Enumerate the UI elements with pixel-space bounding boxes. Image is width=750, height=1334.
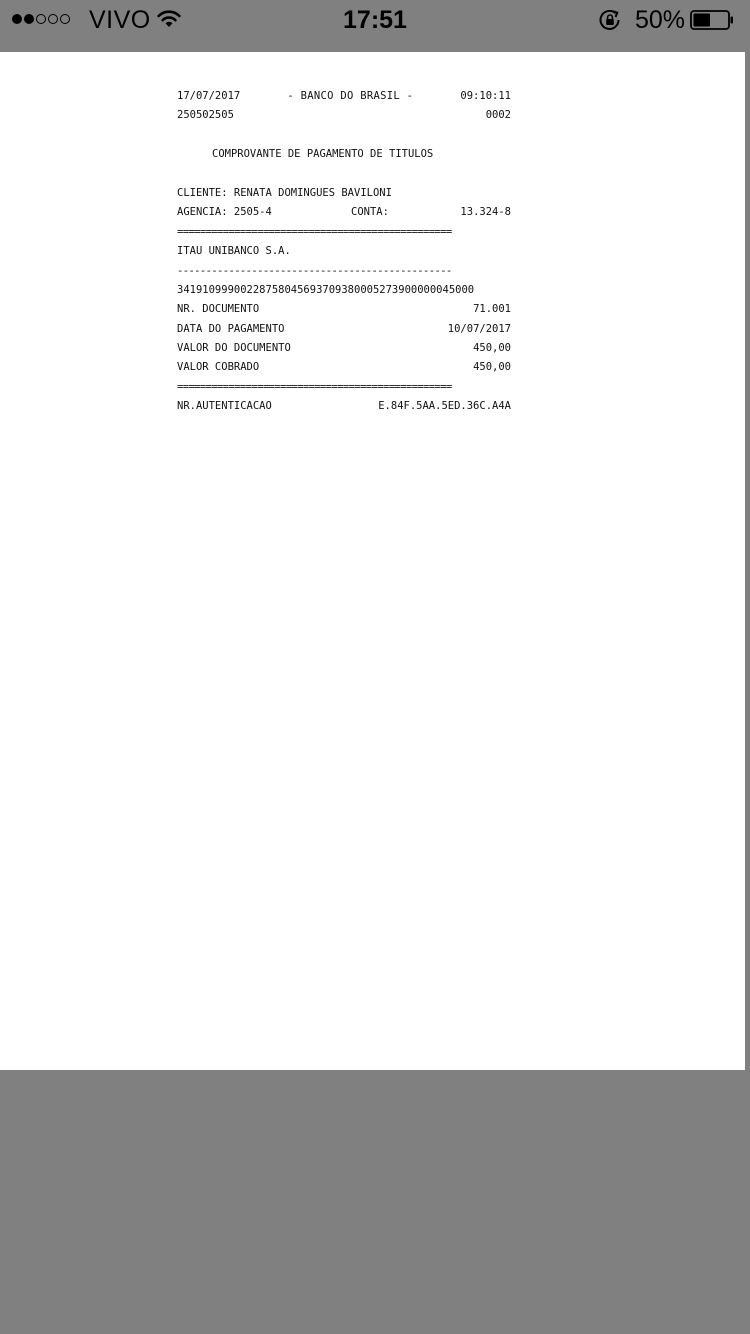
receipt-field-label: VALOR COBRADO	[177, 361, 260, 374]
document-page[interactable]	[0, 52, 745, 1070]
double-divider: ================================================	[177, 380, 452, 393]
receipt-field-label: DATA DO PAGAMENTO	[177, 322, 285, 335]
receipt-client: CLIENTE: RENATA DOMINGUES BAVILONI	[177, 186, 392, 199]
receipt-title-line	[177, 145, 511, 164]
payment-receipt	[177, 87, 511, 417]
receipt-account-line	[177, 203, 511, 222]
receipt-terminal-line	[177, 106, 511, 125]
receipt-auth-label: NR.AUTENTICACAO	[177, 400, 272, 413]
receipt-field-label: NR. DOCUMENTO	[177, 303, 260, 316]
battery-percentage: 50%	[635, 6, 686, 34]
double-divider: ================================================	[177, 225, 452, 238]
receipt-field-row	[177, 339, 511, 358]
receipt-account-value: 13.324-8	[460, 206, 511, 219]
receipt-beneficiary: ITAU UNIBANCO S.A.	[177, 245, 291, 258]
receipt-client-line	[177, 184, 511, 203]
receipt-field-label: VALOR DO DOCUMENTO	[177, 342, 291, 355]
status-bar	[0, 0, 750, 40]
receipt-account-label: CONTA:	[351, 206, 389, 219]
receipt-field-row	[177, 300, 511, 319]
receipt-time: 09:10:11	[460, 90, 511, 102]
receipt-field-value: 71.001	[473, 303, 511, 316]
single-divider: ------------------------------------------------	[177, 264, 452, 277]
receipt-field-value: 450,00	[473, 342, 511, 355]
receipt-date: 17/07/2017	[177, 90, 241, 102]
receipt-authentication-line	[177, 397, 511, 416]
receipt-field-value: 10/07/2017	[447, 322, 511, 335]
receipt-sequence: 0002	[485, 109, 511, 122]
battery-icon	[690, 10, 734, 30]
carrier-name: VIVO	[89, 6, 151, 34]
receipt-barcode-number: 34191099900228758045693709380005273900000045000	[177, 283, 475, 296]
status-time: 17:51	[343, 6, 407, 34]
receipt-field-row	[177, 320, 511, 339]
receipt-terminal: 250502505	[177, 109, 234, 122]
receipt-auth-value: E.84F.5AA.5ED.36C.A4A	[378, 400, 511, 413]
receipt-beneficiary-line	[177, 242, 511, 261]
rotation-lock-icon	[598, 9, 622, 31]
receipt-agency: AGENCIA: 2505-4	[177, 206, 272, 219]
receipt-header-line	[177, 87, 511, 106]
receipt-barcode-line	[177, 281, 511, 300]
receipt-bank-name: - BANCO DO BRASIL -	[287, 90, 414, 102]
receipt-field-value: 450,00	[473, 361, 511, 374]
receipt-title: COMPROVANTE DE PAGAMENTO DE TITULOS	[212, 148, 434, 161]
receipt-field-row	[177, 358, 511, 377]
